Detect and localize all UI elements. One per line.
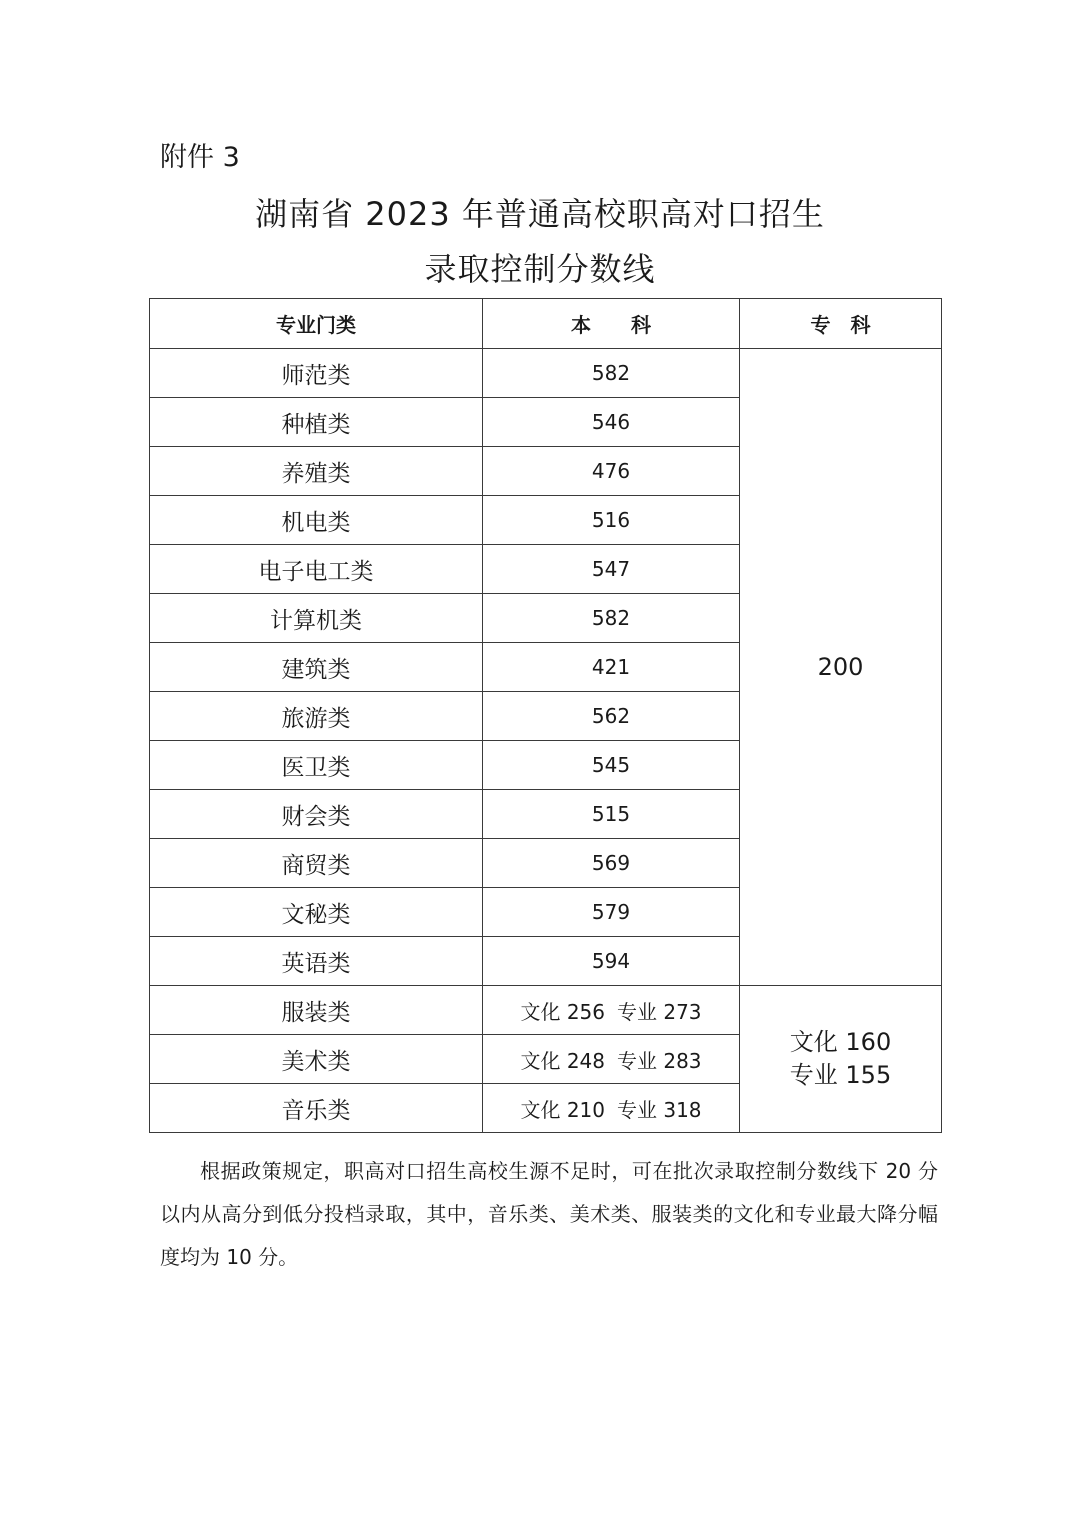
category-cell: 美术类 [150,1035,483,1084]
category-cell: 医卫类 [150,741,483,790]
policy-note: 根据政策规定，职高对口招生高校生源不足时，可在批次录取控制分数线下 20 分以内从高分到低分投档录取，其中，音乐类、美术类、服装类的文化和专业最大降分幅度均为 10 分。 [160,1159,938,1269]
category-cell: 师范类 [150,349,483,398]
undergrad-score-cell: 545 [483,741,740,790]
undergrad-score-cell: 546 [483,398,740,447]
undergrad-score-pair [483,986,740,1035]
header-category: 专业门类 [150,299,483,349]
junior-score-cell: 200 [740,349,942,986]
category-cell: 音乐类 [150,1084,483,1133]
undergrad-score-cell: 515 [483,790,740,839]
document-title-line-1: 湖南省 2023 年普通高校职高对口招生 [255,195,825,233]
culture-score: 文化 256 [520,999,605,1024]
header-undergrad: 本 科 [483,299,740,349]
document-title-line-2: 录取控制分数线 [424,250,656,288]
score-table [149,298,942,1133]
culture-score: 文化 248 [520,1048,605,1073]
culture-score: 文化 210 [520,1097,605,1122]
category-cell: 财会类 [150,790,483,839]
category-cell: 服装类 [150,986,483,1035]
arts-junior-culture: 文化 160 [789,1028,892,1056]
undergrad-score-pair [483,1035,740,1084]
undergrad-score-cell: 569 [483,839,740,888]
category-cell: 英语类 [150,937,483,986]
category-cell: 文秘类 [150,888,483,937]
undergrad-score-cell: 516 [483,496,740,545]
category-cell: 计算机类 [150,594,483,643]
major-score: 专业 273 [617,999,702,1024]
undergrad-score-pair [483,1084,740,1133]
arts-junior-score-cell [740,986,942,1133]
category-cell: 商贸类 [150,839,483,888]
major-score: 专业 283 [617,1048,702,1073]
arts-junior-major: 专业 155 [789,1061,892,1089]
category-cell: 养殖类 [150,447,483,496]
undergrad-score-cell: 476 [483,447,740,496]
attachment-label: 附件 3 [160,142,240,173]
category-cell: 种植类 [150,398,483,447]
undergrad-score-cell: 594 [483,937,740,986]
major-score: 专业 318 [617,1097,702,1122]
table-row [150,349,942,398]
category-cell: 机电类 [150,496,483,545]
category-cell: 建筑类 [150,643,483,692]
undergrad-score-cell: 547 [483,545,740,594]
header-junior: 专 科 [740,299,942,349]
undergrad-score-cell: 582 [483,594,740,643]
table-header-row [150,299,942,349]
undergrad-score-cell: 579 [483,888,740,937]
table-row [150,986,942,1035]
category-cell: 旅游类 [150,692,483,741]
undergrad-score-cell: 582 [483,349,740,398]
undergrad-score-cell: 421 [483,643,740,692]
undergrad-score-cell: 562 [483,692,740,741]
category-cell: 电子电工类 [150,545,483,594]
